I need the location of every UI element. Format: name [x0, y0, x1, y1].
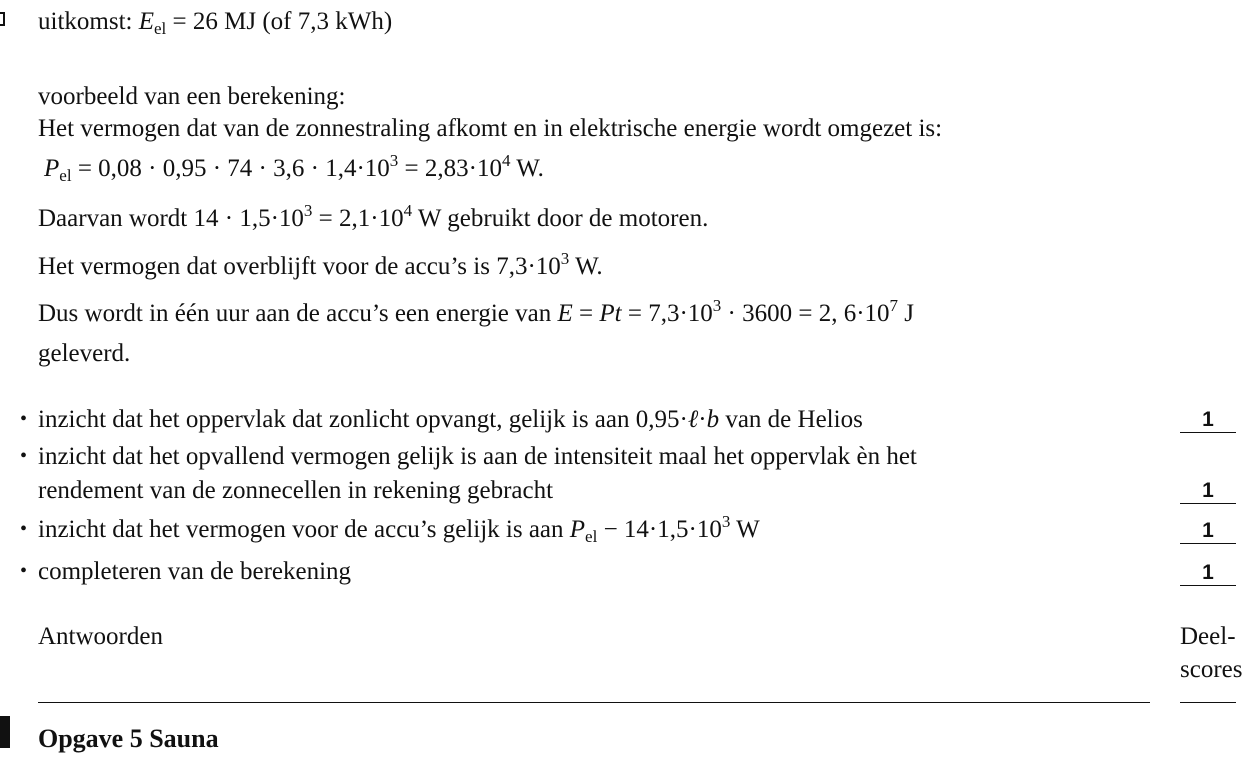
calc4-pt: Pt	[599, 300, 622, 327]
calc4-eq: =	[572, 300, 600, 327]
calc4-post: J	[898, 300, 915, 327]
score-4: 1	[1180, 562, 1236, 586]
calc2-mid: = 2,1·10	[312, 205, 404, 232]
score-1: 1	[1180, 409, 1236, 433]
deelscores-label-2: scores	[1180, 656, 1242, 683]
box-marker	[0, 12, 5, 26]
c3-var: P	[569, 516, 586, 543]
calc3-pre: Het vermogen dat overblijft voor de accu’s is 7,3·10	[38, 253, 561, 280]
calc2-exp1: 3	[303, 201, 313, 220]
bullet-2: •	[20, 445, 28, 467]
result-sub: el	[154, 19, 167, 38]
result-line	[38, 8, 393, 38]
c3-sub: el	[585, 527, 598, 546]
score-3: 1	[1180, 520, 1236, 544]
calc4-exp1: 3	[712, 296, 722, 315]
c3-pre: inzicht dat het vermogen voor de accu’s gelijk is aan	[38, 516, 570, 543]
criterion-1	[38, 407, 863, 432]
example-title: voorbeeld van een berekening:	[38, 83, 346, 110]
c1-b: b	[706, 406, 720, 433]
intro-text: Het vermogen dat van de zonnestraling afkomt en in elektrische energie wordt omgezet is:	[38, 115, 943, 142]
calc4-e: E	[557, 300, 573, 327]
c1-dot: ·	[698, 406, 707, 433]
calc3-post: W.	[569, 253, 603, 280]
criterion-4: completeren van de berekening	[38, 558, 352, 585]
calc1-unit: W.	[510, 155, 544, 182]
section-marker	[0, 716, 10, 748]
calc1-mid: = 2,83·10	[398, 155, 502, 182]
bullet-1: •	[20, 408, 28, 430]
calc3-exp: 3	[560, 249, 570, 268]
criterion-2-line-1: inzicht dat het opvallend vermogen gelijk is aan de intensiteit maal het oppervlak èn het	[38, 443, 917, 470]
calc-line-2	[38, 201, 709, 232]
next-section-heading: Opgave 5 Sauna	[38, 724, 219, 753]
c3-post: W	[730, 516, 760, 543]
calc1-expr: = 0,08 · 0,95 · 74 · 3,6 · 1,4·10	[77, 155, 390, 182]
calc4-mid: = 7,3·10	[621, 300, 713, 327]
calc2-pre: Daarvan wordt 14 · 1,5·10	[38, 205, 304, 232]
divider-main	[38, 702, 1150, 703]
score-2: 1	[1180, 480, 1236, 504]
calc2-exp2: 4	[403, 201, 413, 220]
result-label: uitkomst:	[38, 8, 133, 35]
calc-line-1	[44, 151, 544, 185]
result-var: E	[138, 8, 154, 35]
divider-side	[1180, 702, 1236, 703]
result-value: = 26 MJ (of 7,3 kWh)	[172, 8, 393, 35]
criterion-3	[38, 512, 760, 546]
c1-l: ℓ	[687, 406, 699, 433]
criterion-2-line-2: rendement van de zonnecellen in rekening gebracht	[38, 477, 554, 504]
calc1-sub: el	[59, 166, 72, 185]
bullet-3: •	[20, 518, 28, 540]
c1-pre: inzicht dat het oppervlak dat zonlicht opvangt, gelijk is aan 0,95·	[38, 406, 688, 433]
calc-line-3	[38, 249, 603, 280]
calc4-exp2: 7	[889, 296, 899, 315]
c3-mid: − 14·1,5·10	[597, 516, 722, 543]
deelscores-label-1: Deel-	[1180, 623, 1236, 650]
calc4-mid2: · 3600 = 2, 6·10	[721, 300, 890, 327]
answers-label: Antwoorden	[38, 623, 163, 650]
calc-line-4-cont: geleverd.	[38, 340, 131, 367]
calc4-pre: Dus wordt in één uur aan de accu’s een energie van	[38, 300, 558, 327]
c3-exp: 3	[721, 512, 731, 531]
bullet-4: •	[20, 560, 28, 582]
calc1-var: P	[44, 155, 60, 182]
calc2-post: W gebruikt door de motoren.	[412, 205, 709, 232]
calc1-exp2: 4	[501, 151, 511, 170]
c1-post: van de Helios	[719, 406, 863, 433]
calc-line-4	[38, 296, 915, 327]
calc1-exp1: 3	[389, 151, 399, 170]
